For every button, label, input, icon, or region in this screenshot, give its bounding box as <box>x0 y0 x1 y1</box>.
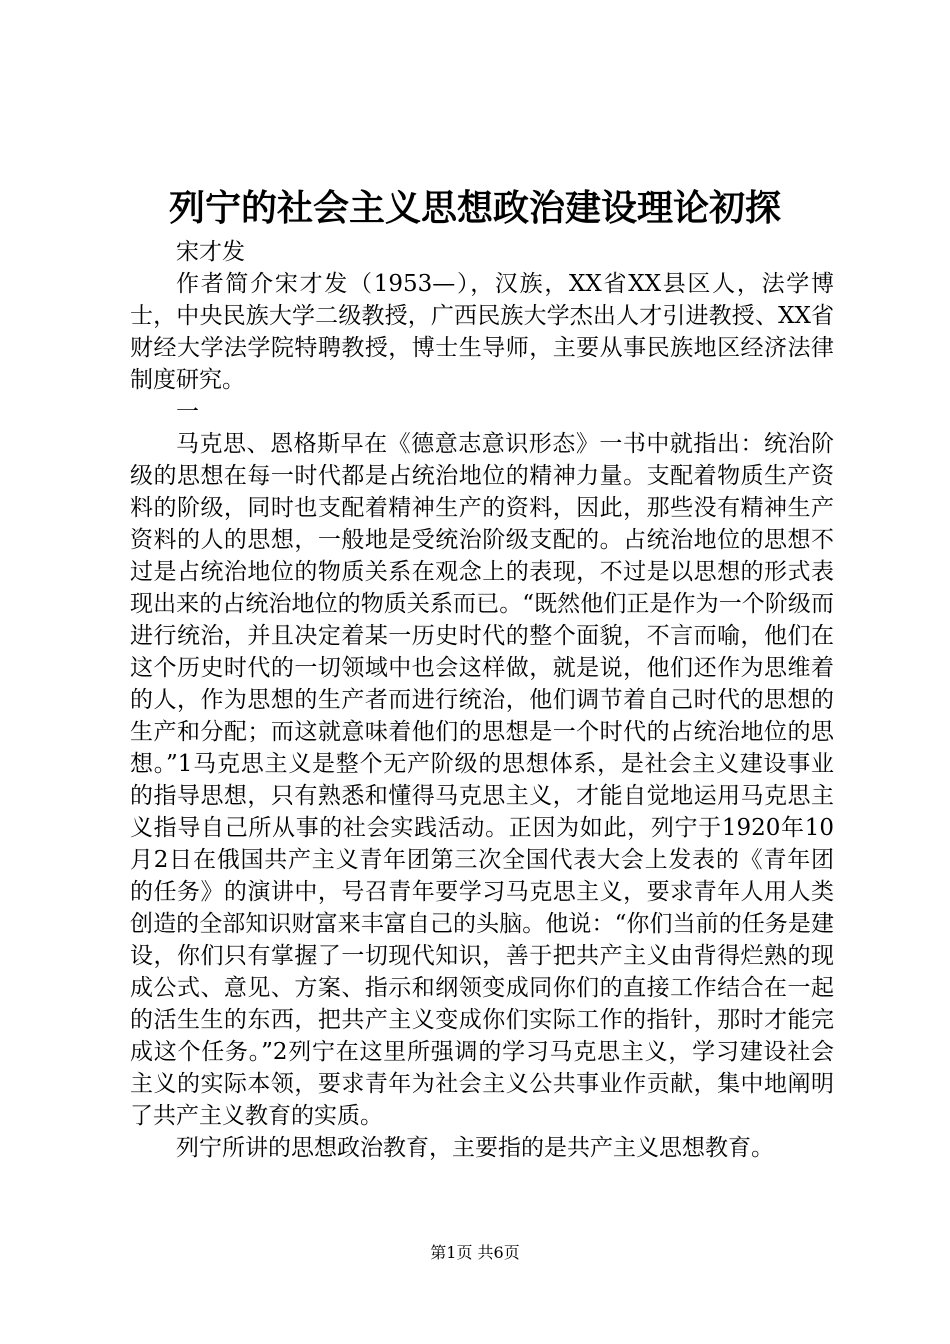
author-line: 宋才发 <box>176 239 245 265</box>
section-number: 一 <box>176 399 199 425</box>
document-title: 列宁的社会主义思想政治建设理论初探 <box>168 188 781 229</box>
page-footer: 第1页 共6页 <box>430 1243 520 1262</box>
body-paragraph: 马克思、恩格斯早在《德意志意识形态》一书中就指出：统治阶级的思想在每一时代都是占统治地位的精神力量。支配着物质生产资料的阶级，同时也支配着精神生产的资料，因此，那些没有精神生产资料的人的思想，一般地是受统治阶级支配的。占统治地位的思想不过是占统治地位的物质关系在观念上的表现，不过是以思想的形式表现出来的占统治地位的物质关系而已。“既然他们正是作为一个阶级而进行统治，并且决定着某一历史时代的整个面貌，不言而喻，他们在这个历史时代的一切领域中也会这样做，就是说，他们还作为思维着的人，作为思想的生产者而进行统治，他们调节着自己时代的思想的生产和分配；而这就意味着他们的思想是一个时代的占统治地位的思想。”1马克思主义是整个无产阶级的思想体系，是社会主义建设事业的指导思想，只有熟悉和懂得马克思主义，才能自觉地运用马克思主义指导自己所从事的社会实践活动。正因为如此，列宁于1920年10月2日在俄国共产主义青年团第三次全国代表大会上发表的《青年团的任务》的演讲中，号召青年要学习马克思主义，要求青年人用人类创造的全部知识财富来丰富自己的头脑。他说：“你们当前的任务是建设，你们只有掌握了一切现代知识，善于把共产主义由背得烂熟的现成公式、意见、方案、指示和纲领变成同你们的直接工作结合在一起的活生生的东西，把共产主义变成你们实际工作的指针，那时才能完成这个任务。”2列宁在这里所强调的学习马克思主义，学习建设社会主义的实际本领，要求青年为社会主义公共事业作贡献，集中地阐明了共产主义教育的实质。 <box>130 431 834 1129</box>
document-body <box>130 236 834 1164</box>
body-paragraph: 列宁所讲的思想政治教育，主要指的是共产主义思想教育。 <box>176 1135 774 1161</box>
author-bio-paragraph: 作者简介宋才发（1953—），汉族，XX省XX县区人，法学博士，中央民族大学二级教授，广西民族大学杰出人才引进教授、XX省财经大学法学院特聘教授，博士生导师，主要从事民族地区经济法律制度研究。 <box>130 271 834 393</box>
